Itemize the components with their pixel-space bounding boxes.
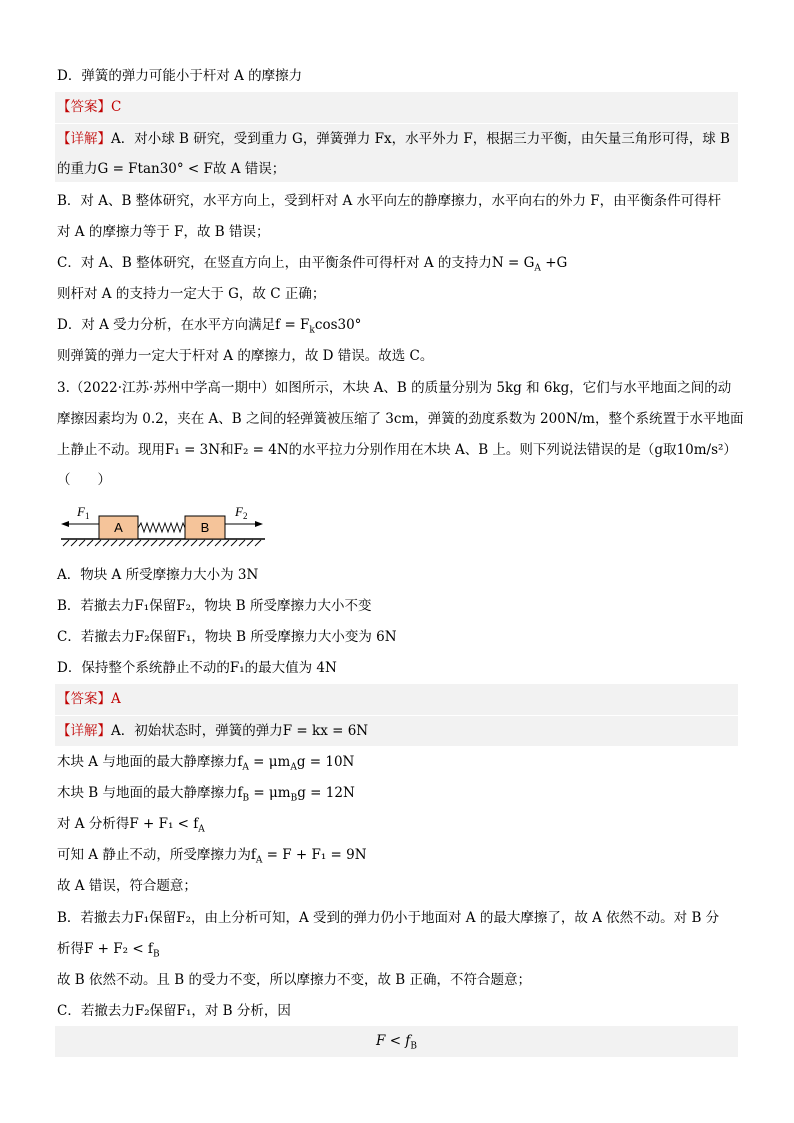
question-3-paren: （ ） — [57, 472, 111, 488]
explanation-2-line8: 析得$F + F_2 < f_B$ — [57, 941, 160, 960]
answer-box-1 — [55, 92, 738, 123]
explanation-2-line1: 【详解】A．初始状态时，弹簧的弹力F = kx = 6N — [57, 723, 369, 739]
blocks-spring-figure — [57, 502, 269, 550]
option-d-previous: D．弹簧的弹力可能小于杆对 A 的摩擦力 — [57, 68, 303, 84]
explanation-2-line6: 故 A 错误，符合题意； — [57, 878, 197, 894]
explanation-1-line2: 的重力G = Ftan30° < F故 A 错误； — [57, 161, 286, 177]
option-c: C．若撤去力F₂保留F₁，物块 B 所受摩擦力大小变为 6N — [57, 629, 397, 645]
explanation-2-line2: 木块 A 与地面的最大静摩擦力$f_A = \mu m_Ag = 10N$ — [57, 754, 355, 773]
explanation-b-line1: B．对 A、B 整体研究，水平方向上，受到杆对 A 水平向左的静摩擦力，水平向右的外力 F，由平衡条件可得杆 — [57, 193, 722, 209]
explanation-1-line1: 【详解】A．对小球 B 研究，受到重力 G，弹簧弹力 Fx，水平外力 F，根据三力平衡，由矢量三角形可得，球 B — [57, 131, 730, 147]
explanation-2-line4: 对 A 分析得$F + F_1 < f_A$ — [57, 816, 205, 835]
explanation-2-line5: 可知 A 静止不动，所受摩擦力为$f_A = F + F_1 = 9N$ — [57, 847, 367, 866]
final-equation: $F < f_B$ — [376, 1033, 417, 1052]
ground-hatching — [63, 540, 261, 546]
answer-2: 【答案】A — [57, 691, 121, 707]
block-a-label: A — [114, 520, 123, 535]
f2-arrowhead — [255, 521, 263, 527]
f1-arrowhead — [61, 521, 69, 527]
explanation-c-line2: 则杆对 A 的支持力一定大于 G，故 C 正确； — [57, 286, 326, 302]
explanation-c-line1: C．对 A、B 整体研究，在竖直方向上，由平衡条件可得杆对 A 的支持力$N = G_A +G$ — [57, 255, 568, 274]
question-3-line1: 3.（2022·江苏·苏州中学高一期中）如图所示，木块 A、B 的质量分别为 5kg 和 6kg，它们与水平地面之间的动 — [57, 380, 732, 396]
explanation-d-line2: 则弹簧的弹力一定大于杆对 A 的摩擦力，故 D 错误。故选 C。 — [57, 348, 434, 364]
explanation-2-line3: 木块 B 与地面的最大静摩擦力$f_B = \mu m_Bg = 12N$ — [57, 785, 355, 804]
answer-box-2 — [55, 684, 738, 715]
block-b-label: B — [200, 520, 210, 535]
explanation-2-line9: 故 B 依然不动。且 B 的受力不变，所以摩擦力不变，故 B 正确，不符合题意； — [57, 972, 532, 988]
explanation-d-line1: D．对 A 受力分析，在水平方向满足$f = F_k\cos 30^\circ$ — [57, 317, 362, 336]
answer-value: C — [111, 99, 122, 115]
answer-label: 【答案】 — [57, 99, 111, 115]
explanation-2-line10: C．若撤去力F₂保留F₁，对 B 分析，因 — [57, 1003, 291, 1019]
answer-1 — [57, 97, 121, 117]
explanation-b-line2: 对 A 的摩擦力等于 F，故 B 错误； — [57, 224, 270, 240]
f2-label: $F_2$ — [235, 504, 248, 521]
option-b: B．若撤去力F₁保留F₂，物块 B 所受摩擦力大小不变 — [57, 598, 372, 614]
spring — [138, 523, 185, 532]
option-d: D．保持整个系统静止不动的F₁的最大值为 4N — [57, 660, 337, 676]
explanation-2-line7: B．若撤去力F₁保留F₂，由上分析可知，A 受到的弹力仍小于地面对 A 的最大摩擦了，故 A 依然不动。对 B 分 — [57, 910, 720, 926]
question-3-line3: 上静止不动。现用F₁ = 3N和F₂ = 4N的水平拉力分别作用在木块 A、B 上。则下列说法错误的是（g取10m/s²） — [57, 442, 737, 458]
f1-label: $F_1$ — [77, 504, 90, 521]
question-3-line2: 摩擦因素均为 0.2，夹在 A、B 之间的轻弹簧被压缩了 3cm，弹簧的劲度系数为 200N/m，整个系统置于水平地面 — [57, 411, 744, 427]
option-a: A．物块 A 所受摩擦力大小为 3N — [57, 567, 259, 583]
